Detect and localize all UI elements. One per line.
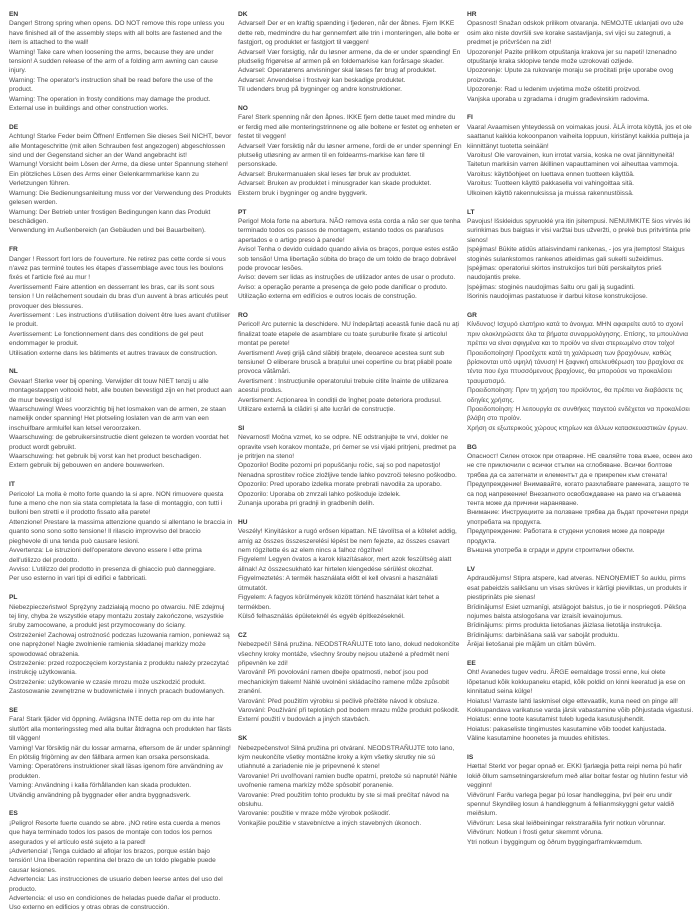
language-code: ES <box>9 810 18 818</box>
warning-text: Extern gebruik bij gebouwen en andere bouwwerken. <box>9 462 165 470</box>
warning-text: Warning: The operation in frosty conditions may damage the product. <box>9 95 211 103</box>
language-section-es <box>9 809 233 912</box>
warning-text: Viðvörun: Notkun í frosti getur skemmt vöruna. <box>467 829 603 837</box>
language-section-it <box>9 480 233 583</box>
warning-text: Vaara! Avaamisen yhteydessä on voimakas jousi. ÄLÄ irrota köyttä, jos et ole saattanut kaikkia kokoonpanon vaiheita loppuun, kiristänyt kaikkia pultteja ja kiinnittänyt tuotetta seinään! <box>467 123 692 150</box>
warning-text: Advertencia: Las instrucciones de usuario deben leerse antes del uso del producto. <box>9 876 223 893</box>
warning-text: Advertencia: el uso en condiciones de heladas puede dañar el producto. <box>9 895 221 903</box>
warning-text: Ulkoinen käyttö rakennuksissa ja muissa rakennustöissä. <box>467 189 634 197</box>
warning-text: Varoitus: Tuotteen käyttö pakkasella voi vahingoittaa sitä. <box>467 180 635 188</box>
language-code: DK <box>238 11 248 18</box>
warning-text: Achtung! Starke Feder beim Öffnen! Entfernen Sie dieses Seil NICHT, bevor alle Montageschritte (mit allen Schrauben fest angezogen) abgeschlossen sind und der Gegenstand sicher an der Wand angebracht ist! <box>9 133 232 160</box>
warning-text: Upozorenje! Pazite prilikom otpuštanja krakova jer su napeti! Iznenadno otpuštanje kraka sklopive tende može uzrokovati ozljede. <box>467 48 677 66</box>
warning-text: Varoitus: käyttöohjeet on luettava ennen tuotteen käyttöä. <box>467 170 635 178</box>
warning-text: Προειδοποίηση: Η λειτουργία σε συνθήκες παγετού ενδέχεται να προκαλέσει βλάβη στο προϊόν. <box>467 406 690 423</box>
warning-text: Varování! Při povolování ramen dbejte opatrnosti, neboť jsou pod mechanickým tlakem! Náhlé uvolnění skládacího ramene může způsobit zranění. <box>238 669 450 696</box>
language-code: SK <box>238 735 248 743</box>
language-section-gr <box>467 311 695 433</box>
language-section-nl <box>9 367 233 470</box>
warning-text: Figyelem: A fagyos körülmények között történő használat kárt tehet a termékben. <box>238 594 440 611</box>
warning-text: Brīdinājums: pirms produkta lietošanas jāizlasa lietotāja instrukcija. <box>467 622 662 630</box>
warning-text: Advarsel! Vær forsiktig når du løsner armene, fordi de er under spenning! En plutselig utløsning av armen til en foldearms-markise kan føre til personskade. <box>238 142 462 169</box>
language-section-pt <box>238 208 462 302</box>
language-code: FI <box>467 114 473 122</box>
warning-text: Advarsel: Operatørens anvisninger skal læses før brug af produktet. <box>238 67 437 75</box>
warning-text: Įspėjimas: stoginės naudojimas šaltu oru gali ją sugadinti. <box>467 283 635 291</box>
warning-text: Zastosowanie zewnętrzne w budownictwie i innych pracach budowlanych. <box>9 688 225 696</box>
warning-text: Hoiatus! Varraste lahti laskmisel olge ettevaatlik, kuna need on pinge all! Kokkupandava varikatuse varda järsk vabastamine võib põhjustada vigastusi. <box>467 697 694 714</box>
language-section-pl <box>9 593 233 696</box>
language-section-lt <box>467 208 695 302</box>
language-code: DE <box>9 123 19 131</box>
warning-text: Предупреждение: Работата в студени условия може да повреди продукта. <box>467 528 665 545</box>
warning-text: Nevarnost! Močna vzmet, ko se odpre. NE odstranjujte te vrvi, dokler ne opravite vseh korakov montaže, pri čemer se vsi vijaki pritrjeni, predmet pa je pritrjen na steno! <box>238 434 457 461</box>
warning-text: Nebezpečenstvo! Silná pružina pri otváraní. NEODSTRAŇUJTE toto lano, kým neukončíte všetky montážne kroky a kým všetky skrutky nie sú utiahnuté a zariadenie nie je pripevnené k stene! <box>238 744 455 771</box>
warning-text: Pericol! Arc puternic la deschidere. NU îndepărtați această funie dacă nu ați finalizat toate etapele de asamblare cu toate șuruburile fixate și articolul montat pe perete! <box>238 321 460 348</box>
warning-text: Gevaar! Sterke veer bij opening. Verwijder dit touw NIET tenzij u alle montagestappen voltooid hebt, alle bouten bevestigd zijn en het product aan de muur bevestigd is! <box>9 377 232 404</box>
warning-text: Κίνδυνος! Ισχυρό ελατήριο κατά το άνοιγμα. ΜΗΝ αφαιρείτε αυτό το σχοινί πριν ολοκληρώσετε όλα τα βήματα συναρμολόγησης. Επίσης, τα μπουλόνια πρέπει να είναι σφιγμένα και το προϊόν να είναι στερεωμένο στον τοίχο! <box>467 321 689 348</box>
warning-text: Viðvörun: Lesa skal leiðbeiningar rekstraraðila fyrir notkun vörunnar. <box>467 819 666 827</box>
warning-text: Figyelem! Legyen óvatos a karok kilazításakor, mert azok feszültség alatt állnak! Az összecsukható kar hirtelen kiengedése sérülést okozhat. <box>238 556 452 573</box>
language-code: SI <box>238 424 245 432</box>
language-section-hr <box>467 10 695 104</box>
warning-text: Ekstern bruk i bygninger og andre byggverk. <box>238 189 368 197</box>
warning-text: Vanjska uporaba u zgradama i drugim građevinskim radovima. <box>467 95 650 103</box>
warning-text: Προειδοποίηση! Προσέχετε κατά τη χαλάρωση των βραχιόνων, καθώς βρίσκονται υπό υψηλή τάνυση! Η ξαφνική απελευθέρωση του βραχίονα σε τέντα που έχει πτυσσόμενους βραχίονες, θα μπορούσε να προκαλέσει τραυματισμό. <box>467 349 684 385</box>
language-section-bg <box>467 443 695 556</box>
language-code: HR <box>467 11 477 18</box>
language-code: PT <box>238 208 247 216</box>
warning-text: Avvertenza: Le istruzioni dell'operatore devono essere l ette prima dell'utilizzo del prodotto. <box>9 547 202 564</box>
warning-text: Hætta! Sterkt vor þegar opnað er. EKKI fjarlægja þetta reipi nema þú hafir lokið öllum samsetningarskrefum með allar boltar festar og hlutinn festur við vegginn! <box>467 763 688 790</box>
warning-text: Varování: Před použitím výrobku si pečlivě přečtěte návod k obsluze. <box>238 697 440 705</box>
language-code: EE <box>467 659 476 667</box>
warning-text: Varning! Var försiktig när du lossar armarna, eftersom de är under spänning! En plötslig frigörning av den fällbara armen kan orsaka personskada. <box>9 744 231 761</box>
language-section-ee <box>467 659 695 744</box>
warning-text: Verwendung im Außenbereich (an Gebäuden und bei Bauarbeiten). <box>9 227 206 235</box>
warning-text: Advarsel! Vær forsigtig, når du løsner armene, da de er under spænding! En pludselig frigørelse af armen på en foldemarkise kan forårsage skader. <box>238 48 461 66</box>
warning-text: Varovanie: použitie v mraze môže výrobok poškodiť. <box>238 810 391 818</box>
language-section-ro <box>238 311 462 414</box>
warning-text: Avertisment : Instrucțiunile operatorului trebuie citite înainte de utilizarea acestui produs. <box>238 377 449 395</box>
warning-text: Danger! Strong spring when opens. DO NOT remove this rope unless you have finished all of the assembly steps with all bolts are fastened and the item is attached to the wall! <box>9 20 225 47</box>
warning-text: External use in buildings and other construction works. <box>9 105 169 113</box>
warning-text: Veszély! Kinyitáskor a rugó erősen kipattan. NE távolítsa el a kötelet addig, amíg az összes összeszerelési lépést be nem fejezte, az összes csavart nem rögzítette és az elem nincs a falhoz rögzítve! <box>238 528 457 555</box>
language-section-si <box>238 424 462 509</box>
warning-text: Предупреждение! Внимавайте, когато разхлабвате рамената, защото те са под напрежение! Внезапното освобождаване на рамо на сгъваема тента може да причини нараняване. <box>467 481 690 508</box>
warning-text: Avertisment: Acționarea în condiții de îngheț poate deteriora produsul. <box>238 396 442 404</box>
warning-text: Utilização externa em edifícios e outros locais de construção. <box>238 293 417 301</box>
language-code: IT <box>9 481 15 489</box>
warning-text: Външна употреба в сгради и други строителни обекти. <box>467 547 635 555</box>
language-code: BG <box>467 443 477 451</box>
language-code: SE <box>9 706 18 714</box>
warning-text: Fare! Sterk spenning når den åpnes. IKKE fjern dette tauet med mindre du er ferdig med alle monteringstrinnene og alle boltene er festet og enheten er festet til veggen! <box>238 114 461 141</box>
language-section-en <box>9 10 233 113</box>
warning-text: Per uso esterno in vari tipi di edifici e fabbricati. <box>9 575 147 583</box>
warning-text: Hoiatus: enne toote kasutamist tuleb lugeda kasutusjuhendit. <box>467 716 645 724</box>
language-code: NO <box>238 105 248 113</box>
warning-text: Varování: Používání při teplotách pod bodem mrazu může produkt poškodit. <box>238 706 460 714</box>
language-code: LV <box>467 565 475 573</box>
warning-text: Waarschuwing: de gebruikersinstructie dient gelezen te worden voordat het product wordt gebruikt. <box>9 434 229 451</box>
warning-text: Ostrzeżenie: użytkowanie w czasie mrozu może uszkodzić produkt. <box>9 678 206 686</box>
warning-text: Upozorenje: Rad u ledenim uvjetima može oštetiti proizvod. <box>467 86 641 94</box>
language-section-fr <box>9 245 233 358</box>
warning-text: Įspėjimas! Būkite atidūs atlaisvindami rankenas, - jos yra įtemptos! Staigus stoginės sulankstomos rankenos atleidimas gali sukelti sužeidimus. <box>467 246 685 263</box>
language-code: PL <box>9 594 18 602</box>
warning-text: Zunanja uporaba pri gradnji in gradbenih delih. <box>238 500 375 508</box>
warning-text: Warnung: Die Bedienungsanleitung muss vor der Verwendung des Produkts gelesen werden. <box>9 189 232 207</box>
warning-text: Perigo! Mola forte na abertura. NÃO remova esta corda a não ser que tenha terminado todos os passos de montagem, estando todos os parafusos apertados e o artigo preso à parede! <box>238 217 461 244</box>
warning-text: Varoitus! Ole varovainen, kun irrotat varsia, koska ne ovat jännittyneitä! Taitetun markiisin varren äkillinen vapauttaminen voi aiheuttaa vammoja. <box>467 152 679 169</box>
warning-text: Advarsel! Der er en kraftig spænding i fjederen, når der åbnes. Fjern IKKE dette reb, medmindre du har gennemført alle trin i monteringen, alle bolte er fastgjort, og produktet er fastgjort til væggen! <box>238 20 460 47</box>
warning-text: Oht! Avanedes tugev vedru. ÄRGE eemaldage trossi enne, kui olete lõpetanud kõik kokkupaneku etapid, kõik poldid on kinni keeratud ja ese on kinnitatud seina külge! <box>467 669 686 696</box>
warning-text: Aviso: devem ser lidas as instruções de utilizador antes de usar o produto. <box>238 274 456 282</box>
column-middle <box>238 10 462 838</box>
warning-text: Opasnost! Snažan odskok prilikom otvaranja. NEMOJTE uklanjati ovo uže osim ako niste dovršili sve korake sastavljanja, svi vijci su zategnuti, a predmet je pričvršćen na zid! <box>467 20 684 47</box>
language-code: FR <box>9 246 18 254</box>
warning-text: Avviso: L'utilizzo del prodotto in presenza di ghiaccio può danneggiare. <box>9 565 216 573</box>
language-code: RO <box>238 311 248 319</box>
warning-text: ¡Advertencia! ¡Tenga cuidado al aflojar los brazos, porque están bajo tensión! Una liberación repentina del brazo de un toldo plegable puede causar lesiones. <box>9 848 216 874</box>
warning-text: Til udendørs brug på bygninger og andre konstruktioner. <box>238 86 402 94</box>
language-section-is <box>467 753 695 847</box>
language-section-de <box>9 123 233 236</box>
warning-text: Vonkajšie použitie v stavebníctve a iných stavebných úkonoch. <box>238 819 422 827</box>
warning-text: Aviso! Tenha o devido cuidado quando alivia os braços, porque estes estão sob tensão! Uma libertação súbita do braço de um toldo de braço dobrável pode provocar lesões. <box>238 246 459 272</box>
warning-text: Ārējai lietošanai pie mājām un citām būvēm. <box>467 641 597 649</box>
warning-text: Опасност! Силен отскок при отваряне. НЕ сваляйте това въже, освен ако не сте приключили с всички стъпки на сглобяване. Всички болтове трябва да са затегнати и елементът да е прикрепен към стената! <box>467 453 693 479</box>
warning-text: Warning: The operator's instruction shall be read before the use of the product. <box>9 76 213 94</box>
warning-text: Pavojus! Išskleidus spyruoklė yra itin įsitempusi. NENUIMKITE šios virvės iki surinkimas bus baigtas ir visi varžtai bus užveržti, o prekė bus pritvirtinta prie sienos! <box>467 217 691 244</box>
warning-text: Danger ! Ressort fort lors de l'ouverture. Ne retirez pas cette corde si vous n'avez pas terminé toutes les étapes d'assemblage avec tous les boulons fixés et l'article fixé au mur ! <box>9 255 226 282</box>
warning-text: Varovanie! Pri uvoľňovaní ramien buďte opatrní, pretože sú napnuté! Náhle uvoľnenie ramena markízy môže spôsobiť poranenie. <box>238 772 458 790</box>
warning-text: Opozorilo: Uporaba ob zmrzali lahko poškoduje izdelek. <box>238 490 401 498</box>
language-code: EN <box>9 11 19 18</box>
warning-text: Įspėjimas: operatoriui skirtos instrukcijos turi būti perskaitytos prieš naudojantis preke. <box>467 264 662 282</box>
warning-text: Viðvörun! Farðu varlega þegar þú losar handleggina, því þeir eru undir spennu! Skyndileg losun á handleggnum á fellianmskyggni getur valdið meiðslum. <box>467 791 675 818</box>
column-left <box>9 10 233 922</box>
warning-text: Advarsel: Bruken av produktet i minusgrader kan skade produktet. <box>238 180 432 188</box>
warning-text: Hoiatus: pakaseliste tingimustes kasutamine võib toodet kahjustada. <box>467 725 667 733</box>
column-right <box>467 10 695 856</box>
warning-text: Ostrzeżenie: przed rozpoczęciem korzystania z produktu należy przeczytać instrukcję użytkowania. <box>9 659 229 677</box>
warning-text: Nebezpečí! Silná pružina. NEODSTRAŇUJTE toto lano, dokud nedokončíte všechny kroky montáže, všechny šrouby nejsou utažené a předmět není připevněn ke zdi! <box>238 641 460 667</box>
warning-text: Внимание: Инструкциите за ползване трябва да бъдат прочетени преди употребата на продукта. <box>467 509 689 526</box>
warning-text: Fara! Stark fjäder vid öppning. Avlägsna INTE detta rep om du inte har slutfört alla monteringssteg med alla bultar åtdragna och produkten har fästs till väggen! <box>9 716 232 743</box>
warning-text: Avertisment! Aveți grijă când slăbiți brațele, deoarece acestea sunt sub tensiune! O eliberare bruscă a brațului unei copertine cu braț pliabil poate provoca vătămări. <box>238 349 453 376</box>
warning-text: Avertissement: Le fonctionnement dans des conditions de gel peut endommager le produit. <box>9 330 204 348</box>
language-section-hu <box>238 518 462 621</box>
warning-text: Apdraudējums! Stipra atspere, kad atveras. NENOŅEMIET šo auklu, pirms esat pabeidzis salikšanu un visas skrūves ir kārtīgi pievilktas, un produkts ir piestiprināts pie sienas! <box>467 575 687 602</box>
warning-text: Ostrzeżenie! Zachowaj ostrożność podczas luzowania ramion, ponieważ są one naprężone! Nagłe zwolnienie ramienia składanej markizy może spowodować obrażenia. <box>9 631 230 658</box>
warning-text: Attenzione! Prestare la massima attenzione quando si allentano le braccia in quanto sono sono sotto tensione! Il rilascio improvviso del braccio pieghevole di una tenda può causare lesioni. <box>9 518 233 545</box>
warning-text: ¡Peligro! Resorte fuerte cuando se abre. ¡NO retire esta cuerda a menos que haya terminado todos los pasos de montaje con todos los pernos asegurados y el artículo esté sujeto a la pared! <box>9 819 221 846</box>
warning-text: Waarschuwing! Wees voorzichtig bij het losmaken van de armen, ze staan namelijk onder spanning! Het plotseling loslaten van de arm van een inschuifbare armluifel kan letsel veroorzaken. <box>9 406 226 432</box>
warning-text: Warnung: Der Betrieb unter frostigen Bedingungen kann das Produkt beschädigen. <box>9 208 211 225</box>
warning-text: Advarsel: Anvendelse i frostvejr kan beskadige produktet. <box>238 76 406 84</box>
language-code: LT <box>467 208 475 216</box>
language-section-no <box>238 104 462 198</box>
language-code: CZ <box>238 631 247 639</box>
language-section-fi <box>467 113 695 198</box>
warning-text: Opozorilo: Pred uporabo izdelka morate prebrati navodila za uporabo. <box>238 481 442 489</box>
warning-text: Figyelmeztetés: A termék használata előtt el kell olvasni a használati útmutatót. <box>238 575 438 592</box>
warning-text: Varovanie: Pred použitím tohto produktu by ste si mali prečítať návod na obsluhu. <box>238 791 449 809</box>
language-code: NL <box>9 368 18 376</box>
warning-text: Avertissement : Les instructions d'utilisation doivent être lues avant d'utiliser le produit. <box>9 311 231 329</box>
warning-text: Utilizare externă la clădiri și alte lucrări de construcție. <box>238 406 396 414</box>
warning-text: Külső felhasználás épületeknél és egyéb építkezéseknél. <box>238 612 405 620</box>
warning-text: Brīdinājums! Esiet uzmanīgi, atslāgojot balstus, jo tie ir nospriegoti. Pēkšņa nojumes balsta atslogošana var izraisīt ievainojumus. <box>467 603 687 620</box>
warning-text: Warnung! Vorsicht beim Lösen der Arme, da diese unter Spannung stehen! Ein plötzliches Lösen des Arms einer Gelenkarmmarkise kann zu Verletzungen führen. <box>9 161 228 188</box>
warning-text: Avertissement! Faire attention en desserrant les bras, car ils sont sous tension ! Un relâchement soudain du bras d'un auvent à bras articulés peut provoquer des blessures. <box>9 283 228 310</box>
warning-text: Opozorilo! Bodite pozorni pri popuščanju ročic, saj so pod napetostjo! Nenadna sprostitev ročice zložljive tende lahko povzroči telesno poškodbo. <box>238 462 457 479</box>
warning-text: Pericolo! La molla è molto forte quando la si apre. NON rimuovere questa fune a meno che non sia stata completata la fase di montaggio, con tutti i bulloni ben stretti e il prodotto fissato alla parete! <box>9 490 224 517</box>
warning-text: Upozorenje: Upute za rukovanje moraju se pročitati prije uporabe ovog proizvoda. <box>467 67 674 84</box>
warning-text: Varning: Användning i kalla förhållanden kan skada produkten. <box>9 782 192 790</box>
language-code: HU <box>238 518 248 526</box>
warning-text: Προειδοποίηση: Πριν τη χρήση του προϊόντος, θα πρέπει να διαβάσετε τις οδηγίες χρήσης. <box>467 387 683 404</box>
warning-text: Varning: Operatörens instruktioner skall läsas igenom före användning av produkten. <box>9 763 223 780</box>
warning-text: Waarschuwing: het gebruik bij vorst kan het product beschadigen. <box>9 453 202 461</box>
language-code: GR <box>467 311 477 319</box>
warning-text: Väline kasutamine hoonetes ja muudes ehitistes. <box>467 735 610 743</box>
warning-text: Niebezpieczeństwo! Sprężyny zadziałają mocno po otwarciu. NIE zdejmuj tej liny, chyba że wszystkie etapy montażu zostały zakończone, wszystkie śruby zamocowane, a produkt jest przymocowany do ściany. <box>9 603 225 630</box>
warning-text: Aviso: a operação perante a presença de gelo pode danificar o produto. <box>238 283 448 291</box>
language-section-se <box>9 706 233 800</box>
warning-text: Utilisation externe dans les bâtiments et autres travaux de construction. <box>9 349 218 357</box>
language-section-lv <box>467 565 695 650</box>
warning-text: Ytri notkun í byggingum og öðrum byggingarframkvæmdum. <box>467 838 643 846</box>
warning-text: Warning! Take care when loosening the arms, because they are under tension! A sudden release of the arm of a folding arm awning can cause injury. <box>9 48 218 75</box>
warning-text: Išorinis naudojimas pastatuose ir darbui kitose konstrukcijose. <box>467 293 648 301</box>
warning-text: Utvändig användning på byggnader eller andra byggnadsverk. <box>9 791 191 799</box>
warning-text: Χρήση σε εξωτερικούς χώρους κτηρίων και άλλων κατασκευαστικών έργων. <box>467 424 688 432</box>
language-section-dk <box>238 10 462 95</box>
language-section-sk <box>238 734 462 828</box>
language-code: IS <box>467 753 474 761</box>
warning-text: Brīdinājums: darbināšana salā var sabojāt produktu. <box>467 631 620 639</box>
warning-text: Uso externo en edificios y otras obras de construcción. <box>9 904 170 912</box>
warning-text: Advarsel: Brukermanualen skal leses før bruk av produktet. <box>238 170 411 178</box>
warning-text: Externí použití v budovách a jiných stavbách. <box>238 716 370 724</box>
language-section-cz <box>238 631 462 725</box>
